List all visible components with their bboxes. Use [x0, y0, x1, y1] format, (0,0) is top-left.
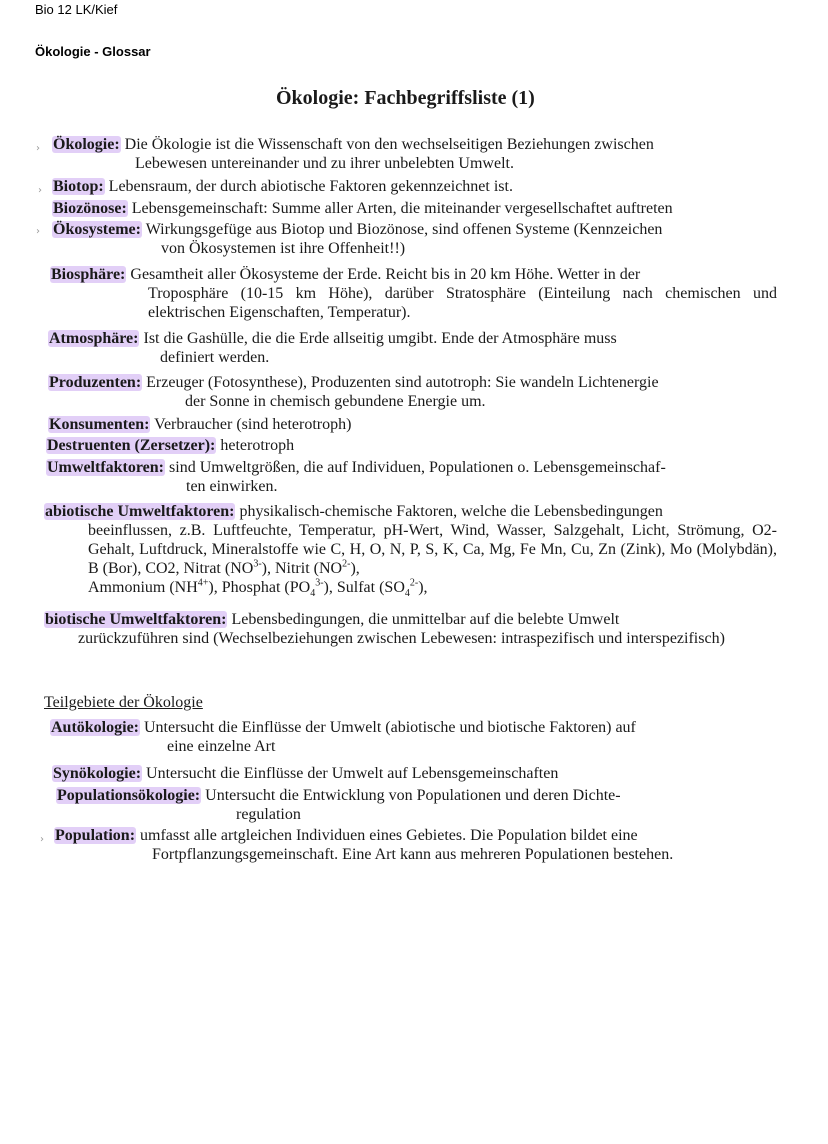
glossary-entry-abiotische-umweltfaktoren: [44, 502, 777, 600]
entry-definition: Verbraucher (sind heterotroph): [150, 416, 352, 433]
glossary-entry-atmosphaere: [48, 329, 776, 367]
entry-continuation: ten einwirken.: [186, 478, 278, 495]
entry-continuation: [44, 521, 777, 600]
entry-definition: Die Ökologie ist die Wissenschaft von den wechselseitigen Beziehungen zwischen: [120, 136, 654, 153]
entry-definition: physikalisch-chemische Faktoren, welche die Lebensbedingungen: [235, 503, 663, 520]
entry-term: Umweltfaktoren:: [47, 459, 165, 476]
entry-definition: Lebensraum, der durch abiotische Faktoren gekennzeichnet ist.: [104, 178, 513, 195]
entry-continuation: Troposphäre (10-15 km Höhe), darüber Stratosphäre (Einteilung nach chemischen und elektrischen Eigenschaften, Temperatur).: [148, 285, 777, 321]
subfield-entry-autoekologie: [50, 718, 762, 756]
entry-definition: Untersucht die Einflüsse der Umwelt (abiotische und biotische Faktoren) auf: [140, 719, 636, 736]
entry-continuation: Fortpflanzungsgemeinschaft. Eine Art kann aus mehreren Populationen bestehen.: [152, 846, 674, 863]
glossary-entry-konsumenten: [48, 415, 776, 434]
nitrate-charge: 3-: [253, 558, 262, 570]
glossary-entry-biozoenose: [52, 199, 774, 218]
glossary-entry-oekologie: [52, 135, 756, 173]
section-heading: Teilgebiete der Ökologie: [44, 694, 203, 711]
entry-term: Ökologie:: [53, 136, 120, 153]
entry-definition: Lebensgemeinschaft: Summe aller Arten, die miteinander vergesellschaftet auftreten: [127, 200, 673, 217]
subfield-entry-synoekologie: [52, 764, 752, 783]
entry-term: abiotische Umweltfaktoren:: [45, 503, 235, 520]
entry-continuation: der Sonne in chemisch gebundene Energie um.: [185, 393, 486, 410]
entry-term: Atmosphäre:: [49, 330, 139, 347]
entry-term: Konsumenten:: [49, 416, 150, 433]
entry-term: Synökologie:: [53, 765, 142, 782]
entry-continuation: Lebewesen untereinander und zu ihrer unbelebten Umwelt.: [135, 155, 514, 172]
entry-term: Population:: [55, 827, 136, 844]
phosphate-index: 4: [310, 588, 316, 600]
document-subtitle: Ökologie - Glossar: [35, 44, 151, 59]
entry-term: Autökologie:: [51, 719, 139, 736]
subfield-entry-populationsoekologie: [56, 786, 772, 824]
ammonium-charge: 4+: [197, 577, 209, 589]
phosphate-charge: 3-: [315, 577, 324, 589]
abiotic-text: ),: [350, 560, 360, 577]
entry-continuation: regulation: [236, 806, 301, 823]
glossary-entry-destruenten: [46, 436, 774, 455]
entry-definition: Ist die Gashülle, die die Erde allseitig umgibt. Ende der Atmosphäre muss: [139, 330, 617, 347]
margin-mark: ›: [38, 185, 42, 196]
glossary-entry-oekosysteme: [52, 220, 778, 258]
margin-mark: ›: [36, 226, 40, 237]
entry-term: Destruenten (Zersetzer):: [47, 437, 216, 454]
entry-continuation: von Ökosystemen ist ihre Offenheit!!): [161, 240, 406, 257]
glossary-entry-umweltfaktoren: [46, 458, 776, 496]
entry-continuation: definiert werden.: [160, 349, 270, 366]
margin-mark: ›: [36, 143, 40, 154]
entry-term: biotische Umweltfaktoren:: [45, 611, 227, 628]
margin-mark: ›: [40, 834, 44, 845]
nitrite-charge: 2-: [342, 558, 351, 570]
abiotic-text: Ammonium (NH: [88, 579, 198, 596]
glossary-entry-produzenten: [48, 373, 776, 411]
entry-term: Populationsökologie:: [57, 787, 201, 804]
entry-definition: Erzeuger (Fotosynthese), Produzenten sind autotroph: Sie wandeln Lichtenergie: [142, 374, 659, 391]
abiotic-text: ), Sulfat (SO: [323, 579, 405, 596]
entry-term: Biotop:: [53, 178, 104, 195]
abiotic-text: ),: [418, 579, 428, 596]
sulfate-charge: 2-: [409, 577, 419, 589]
entry-definition: Wirkungsgefüge aus Biotop und Biozönose, sind offenen Systeme (Kennzeichen: [141, 221, 663, 238]
abiotic-factor-list: beeinflussen, z.B. Luftfeuchte, Temperatur, pH-Wert, Wind, Wasser, Salzgehalt, Licht, Strömung, O2-Gehalt, Luftdruck, Mineralstoffe wie C, H, O, N, P, S, K, Ca, Mg, Fe Mn, Cu, Zn (Zink), Mo (Molybdän), B (Bor), CO2, Nitrat (NO: [88, 522, 777, 577]
course-label: Bio 12 LK/Kief: [35, 2, 118, 17]
entry-definition: Untersucht die Entwicklung von Populationen und deren Dichte-: [201, 787, 621, 804]
entry-term: Biozönose:: [53, 200, 127, 217]
entry-term: Produzenten:: [49, 374, 142, 391]
entry-term: Ökosysteme:: [53, 221, 141, 238]
glossary-entry-biotop: [52, 177, 772, 196]
entry-definition: heterotroph: [216, 437, 295, 454]
entry-continuation: zurückzuführen sind (Wechselbeziehungen zwischen Lebewesen: intraspezifisch und interspezifisch): [78, 630, 725, 647]
abiotic-text: ), Nitrit (NO: [261, 560, 343, 577]
entry-continuation: eine einzelne Art: [167, 738, 276, 755]
abiotic-text: ), Phosphat (PO: [208, 579, 311, 596]
glossary-entry-biosphaere: [50, 265, 777, 322]
entry-definition: Lebensbedingungen, die unmittelbar auf die belebte Umwelt: [227, 611, 620, 628]
subfield-entry-population: [54, 826, 770, 864]
page-title: Ökologie: Fachbegriffsliste (1): [276, 87, 535, 109]
entry-definition: Gesamtheit aller Ökosysteme der Erde. Reicht bis in 20 km Höhe. Wetter in der: [126, 266, 641, 283]
entry-definition: sind Umweltgrößen, die auf Individuen, Populationen o. Lebensgemeinschaf-: [165, 459, 666, 476]
entry-term: Biosphäre:: [51, 266, 126, 283]
entry-definition: Untersucht die Einflüsse der Umwelt auf Lebensgemeinschaften: [142, 765, 559, 782]
glossary-entry-biotische-umweltfaktoren: [44, 610, 774, 648]
entry-definition: umfasst alle artgleichen Individuen eines Gebietes. Die Population bildet eine: [136, 827, 638, 844]
sulfate-index: 4: [404, 588, 410, 600]
